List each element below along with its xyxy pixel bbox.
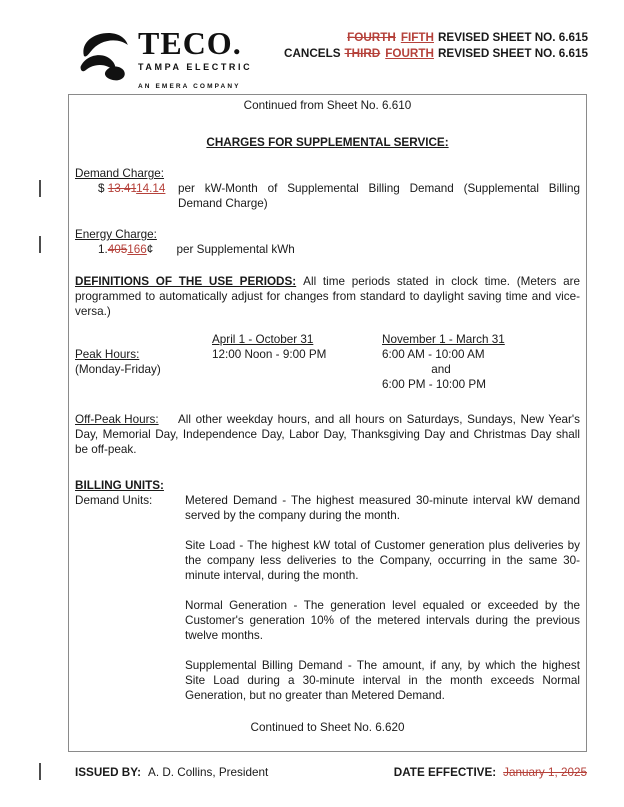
revision-header xyxy=(284,30,588,61)
revision-new-number: FIFTH xyxy=(400,31,434,44)
issued-by-label: ISSUED BY: xyxy=(75,766,142,779)
currency-symbol: $ xyxy=(98,182,105,195)
definitions-paragraph xyxy=(75,274,580,319)
logo-tagline: AN EMERA COMPANY xyxy=(138,83,241,90)
winter-period-header: November 1 - March 31 xyxy=(382,333,505,346)
winter-peak-hours-1: 6:00 AM - 10:00 AM xyxy=(382,348,485,361)
date-effective xyxy=(394,765,587,780)
supplemental-billing-demand-definition: Supplemental Billing Demand - The amount, if any, by which the highest Site Load during a 30-minute interval in the month exceeds Normal Generation, but no greater than Metered Demand. xyxy=(185,659,580,702)
demand-units-label: Demand Units: xyxy=(75,494,153,507)
off-peak-paragraph xyxy=(75,412,580,457)
sheet-body xyxy=(68,94,587,752)
energy-rate-prefix: 1. xyxy=(98,243,108,256)
revision-line-1 xyxy=(284,30,588,46)
energy-charge-row xyxy=(75,242,580,257)
issued-by xyxy=(75,765,268,780)
peak-hours-label: Peak Hours: xyxy=(75,348,140,361)
demand-old-rate: 13.41 xyxy=(107,182,137,195)
logo-company-name: TAMPA ELECTRIC xyxy=(138,62,253,72)
energy-charge-description: per Supplemental kWh xyxy=(176,243,295,256)
site-load-definition: Site Load - The highest kW total of Customer generation plus deliveries by the company less deliveries to the Company, occurring in the same 30-minute interval, during the month. xyxy=(185,539,580,582)
revision-old-number: FOURTH xyxy=(347,31,396,44)
off-peak-label: Off-Peak Hours: xyxy=(75,413,159,426)
revision-line-2 xyxy=(284,46,588,62)
change-bar xyxy=(39,180,41,197)
demand-new-rate: 14.14 xyxy=(136,182,166,195)
logo-wordmark: TECO. xyxy=(138,25,242,61)
change-bar xyxy=(39,236,41,253)
teco-swoosh-icon xyxy=(78,28,132,82)
winter-peak-hours-2: 6:00 PM - 10:00 PM xyxy=(382,378,486,391)
date-effective-value: January 1, 2025 xyxy=(503,766,587,779)
logo-text xyxy=(138,25,253,94)
billing-units-heading: BILLING UNITS: xyxy=(75,479,164,492)
cents-symbol: ¢ xyxy=(146,243,154,256)
page-footer xyxy=(75,765,587,780)
energy-new-rate: 166 xyxy=(127,243,147,256)
change-bar xyxy=(39,763,41,780)
issued-by-value: A. D. Collins, President xyxy=(148,766,269,779)
table-spacer xyxy=(212,377,382,392)
normal-generation-definition: Normal Generation - The generation level equaled or exceeded by the Customer's generation 10% of the metered intervals during the previous twelve months. xyxy=(185,599,580,642)
teco-logo xyxy=(78,25,253,94)
demand-charge-description: per kW-Month of Supplemental Billing Demand (Supplemental Billing Demand Charge) xyxy=(178,182,580,210)
demand-charge-label: Demand Charge: xyxy=(75,167,165,180)
definitions-heading: DEFINITIONS OF THE USE PERIODS: xyxy=(75,275,297,288)
energy-charge-amount xyxy=(98,243,153,256)
peak-hours-table xyxy=(75,332,580,392)
demand-charge-row xyxy=(75,181,580,211)
winter-peak-hours-and: and xyxy=(431,363,451,376)
section-title: CHARGES FOR SUPPLEMENTAL SERVICE: xyxy=(206,136,449,149)
cancels-old-number: THIRD xyxy=(344,46,381,60)
energy-charge-label: Energy Charge: xyxy=(75,228,157,241)
continued-from: Continued from Sheet No. 6.610 xyxy=(243,99,412,112)
cancels-label: CANCELS xyxy=(284,46,341,60)
summer-period-header: April 1 - October 31 xyxy=(212,333,314,346)
definitions-text: All time periods stated in clock time. (Meters are programmed to automatically adjust for changes from standard to daylight saving time and vice-versa.) xyxy=(75,275,580,318)
cancels-new-number: FOURTH xyxy=(385,46,434,60)
table-spacer xyxy=(75,332,212,347)
table-spacer xyxy=(75,377,212,392)
summer-peak-hours: 12:00 Noon - 9:00 PM xyxy=(212,348,327,361)
energy-old-rate: 405 xyxy=(107,243,128,256)
cancels-sheet-text: REVISED SHEET NO. 6.615 xyxy=(437,46,588,60)
continued-to: Continued to Sheet No. 6.620 xyxy=(250,721,405,734)
table-spacer xyxy=(212,362,382,377)
peak-hours-sublabel: (Monday-Friday) xyxy=(75,363,161,376)
metered-demand-definition: Metered Demand - The highest measured 30-minute interval kW demand served by the company during the month. xyxy=(185,494,580,522)
off-peak-text: All other weekday hours, and all hours on Saturdays, Sundays, New Year's Day, Memorial Day, Independence Day, Labor Day, Thanksgiving Day and Christmas Day shall be off-peak. xyxy=(75,413,580,456)
billing-units-row xyxy=(75,493,580,523)
revision-sheet-text: REVISED SHEET NO. 6.615 xyxy=(437,31,588,44)
date-effective-label: DATE EFFECTIVE: xyxy=(393,766,497,779)
demand-charge-amount xyxy=(75,181,178,211)
